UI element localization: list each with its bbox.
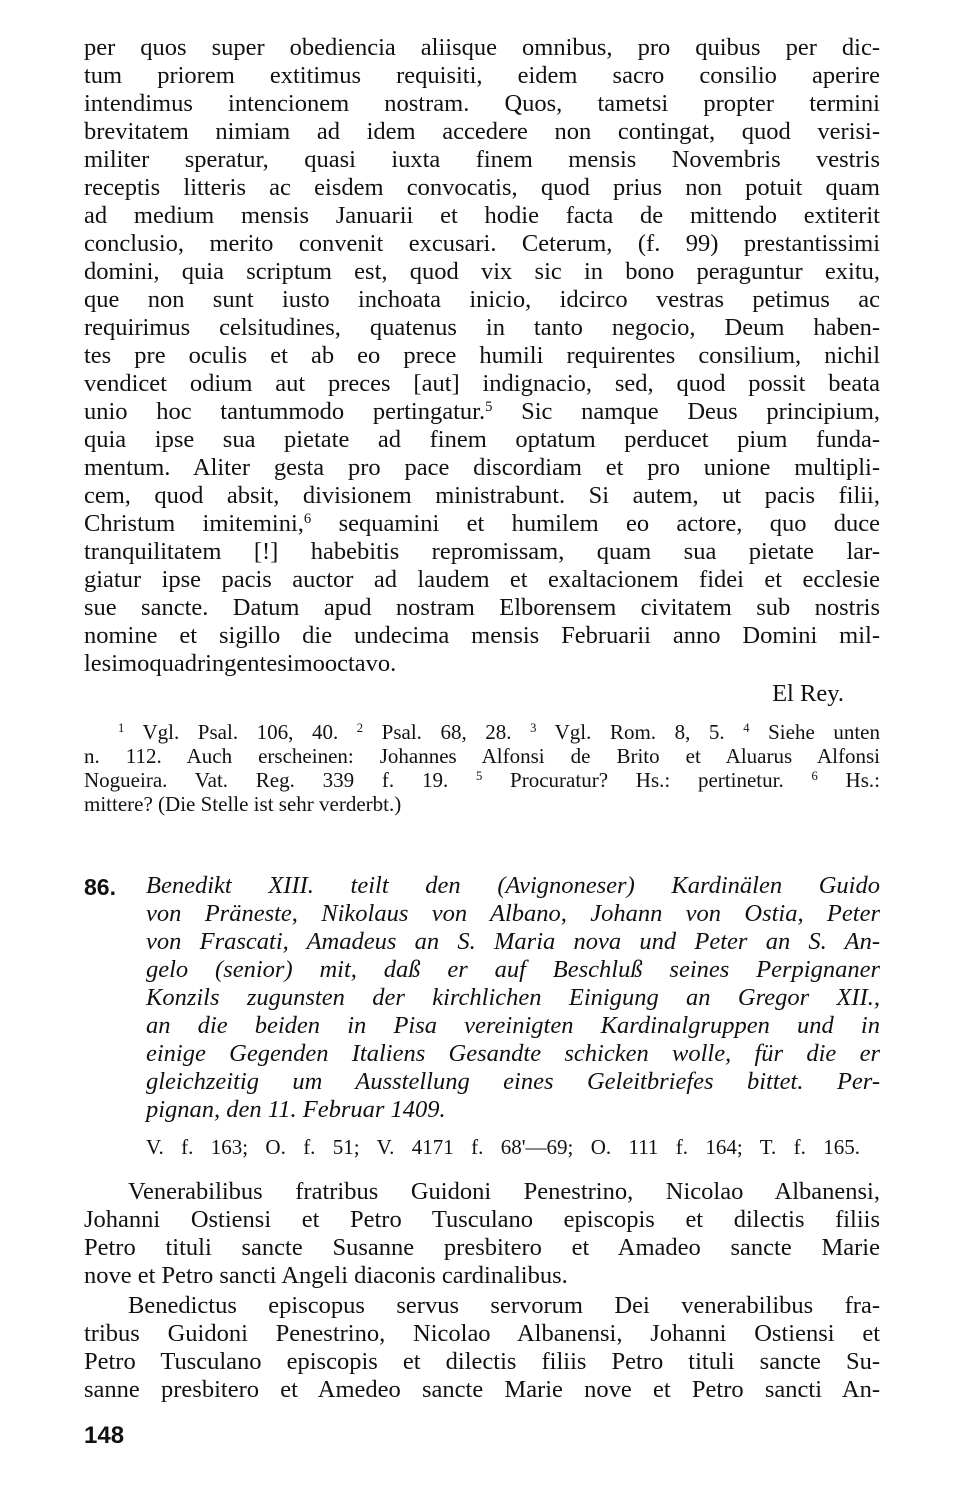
footnote-marker: 5: [485, 398, 493, 415]
text-line: intendimus intencionem nostram. Quos, tametsi propter termini: [84, 90, 880, 117]
footnote-text: Procuratur? Hs.: pertinetur.: [482, 768, 812, 792]
heading-line: gleichzeitig um Ausstellung eines Geleitbriefes bittet. Per-: [146, 1068, 880, 1095]
text-segment: sequamini et humilem eo actore, quo duce: [311, 510, 880, 537]
text-line: tum priorem extitimus requisiti, eidem sacro consilio aperire: [84, 62, 880, 89]
text-line: tribus Guidoni Penestrino, Nicolao Albanensi, Johanni Ostiensi et: [84, 1320, 880, 1347]
page-number: 148: [84, 1422, 125, 1449]
footnote-marker: 6: [303, 510, 312, 527]
footnote-line: n. 112. Auch erscheinen: Johannes Alfonsi de Brito et Aluarus Alfonsi: [84, 744, 880, 768]
text-line: Petro Tusculano episcopis et dilectis filiis Petro tituli sancte Su-: [84, 1348, 880, 1375]
text-line: sue sancte. Datum apud nostram Elborensem civitatem sub nostris: [84, 594, 880, 621]
text-line: brevitatem nimiam ad idem accedere non contingat, quod verisi-: [84, 118, 880, 145]
text-line: tes pre oculis et ab eo prece humili requirentes consilium, nichil: [84, 342, 880, 369]
footnote-text: Vgl. Rom. 8, 5.: [536, 720, 744, 744]
text-segment: unio hoc tantummodo pertingatur.: [84, 398, 486, 425]
text-line: nomine et sigillo die undecima mensis Februarii anno Domini mil-: [84, 622, 880, 649]
heading-line: gelo (senior) mit, daß er auf Beschluß seines Perpignaner: [146, 956, 880, 983]
heading-line: einige Gegenden Italiens Gesandte schicken wolle, für die er: [146, 1040, 880, 1067]
text-line: sanne presbitero et Amedeo sancte Marie nove et Petro sancti An-: [84, 1376, 880, 1403]
text-line: [84, 510, 880, 538]
text-line: cem, quod absit, divisionem ministrabunt. Si autem, ut pacis filii,: [84, 482, 880, 509]
footnote-marker: 1: [118, 721, 125, 736]
text-line: Venerabilibus fratribus Guidoni Penestrino, Nicolao Albanensi,: [128, 1178, 880, 1205]
footnote-marker: 6: [811, 769, 818, 784]
text-line: Petro tituli sancte Susanne presbitero et Amadeo sancte Marie: [84, 1234, 880, 1261]
text-line: Johanni Ostiensi et Petro Tusculano episcopis et dilectis filiis: [84, 1206, 880, 1233]
footnote-text: Vgl. Psal. 106, 40.: [124, 720, 357, 744]
text-line: domini, quia scriptum est, quod vix sic in bono peraguntur exitu,: [84, 258, 880, 285]
text-line: vendicet odium aut preces [aut] indignacio, sed, quod possit beata: [84, 370, 880, 397]
text-line: [84, 398, 880, 426]
text-line: quia ipse sua pietate ad finem optatum perducet pium funda-: [84, 426, 880, 453]
heading-line: Konzils zugunsten der kirchlichen Einigung an Gregor XII.,: [146, 984, 880, 1011]
footnote-line: [84, 768, 880, 792]
heading-line: Benedikt XIII. teilt den (Avignoneser) Kardinälen Guido: [146, 872, 880, 899]
footnote-marker: 2: [356, 721, 364, 736]
text-line: requirimus celsitudines, quatenus in tanto negocio, Deum haben-: [84, 314, 880, 341]
source-references: V. f. 163; O. f. 51; V. 4171 f. 68'—69; O. 111 f. 164; T. f. 165.: [146, 1135, 860, 1159]
text-line: receptis litteris ac eisdem convocatis, quod prius non potuit quam: [84, 174, 880, 201]
text-segment: Sic namque Deus principium,: [492, 398, 881, 425]
heading-line: pignan, den 11. Februar 1409.: [146, 1096, 446, 1123]
signature: El Rey.: [772, 680, 844, 707]
footnote-marker: 4: [743, 721, 750, 736]
footnote-text: Siehe unten: [749, 720, 880, 744]
text-line: conclusio, merito convenit excusari. Ceterum, (f. 99) prestantissimi: [84, 230, 880, 257]
text-line: lesimoquadringentesimooctavo.: [84, 650, 397, 677]
text-line: Benedictus episcopus servus servorum Dei venerabilibus fra-: [128, 1292, 880, 1319]
footnote-marker: 5: [475, 769, 483, 784]
footnote-marker: 3: [530, 721, 537, 736]
text-line: mentum. Aliter gesta pro pace discordiam et pro unione multipli-: [84, 454, 880, 481]
footnote-line: [118, 720, 880, 744]
footnote-text: Psal. 68, 28.: [363, 720, 531, 744]
text-line: per quos super obediencia aliisque omnibus, pro quibus per dic-: [84, 34, 880, 61]
text-line: nove et Petro sancti Angeli diaconis cardinalibus.: [84, 1262, 568, 1289]
text-segment: Christum imitemini,: [84, 510, 304, 537]
heading-line: an die beiden in Pisa vereinigten Kardinalgruppen und in: [146, 1012, 880, 1039]
text-line: que non sunt iusto inchoata inicio, idcirco vestras petimus ac: [84, 286, 880, 313]
text-line: giatur ipse pacis auctor ad laudem et exaltacionem fidei et ecclesie: [84, 566, 880, 593]
footnote-text: Nogueira. Vat. Reg. 339 f. 19.: [84, 768, 476, 792]
heading-line: von Frascati, Amadeus an S. Maria nova und Peter an S. An-: [146, 928, 880, 955]
text-line: militer speratur, quasi iuxta finem mensis Novembris vestris: [84, 146, 880, 173]
text-line: ad medium mensis Januarii et hodie facta de mittendo extiterit: [84, 202, 880, 229]
footnote-text: Hs.:: [817, 768, 880, 792]
document-number: 86.: [84, 874, 116, 900]
footnote-line: mittere? (Die Stelle ist sehr verderbt.): [84, 792, 402, 816]
heading-line: von Präneste, Nikolaus von Albano, Johann von Ostia, Peter: [146, 900, 880, 927]
text-line: tranquilitatem [!] habebitis repromissam, quam sua pietate lar-: [84, 538, 880, 565]
